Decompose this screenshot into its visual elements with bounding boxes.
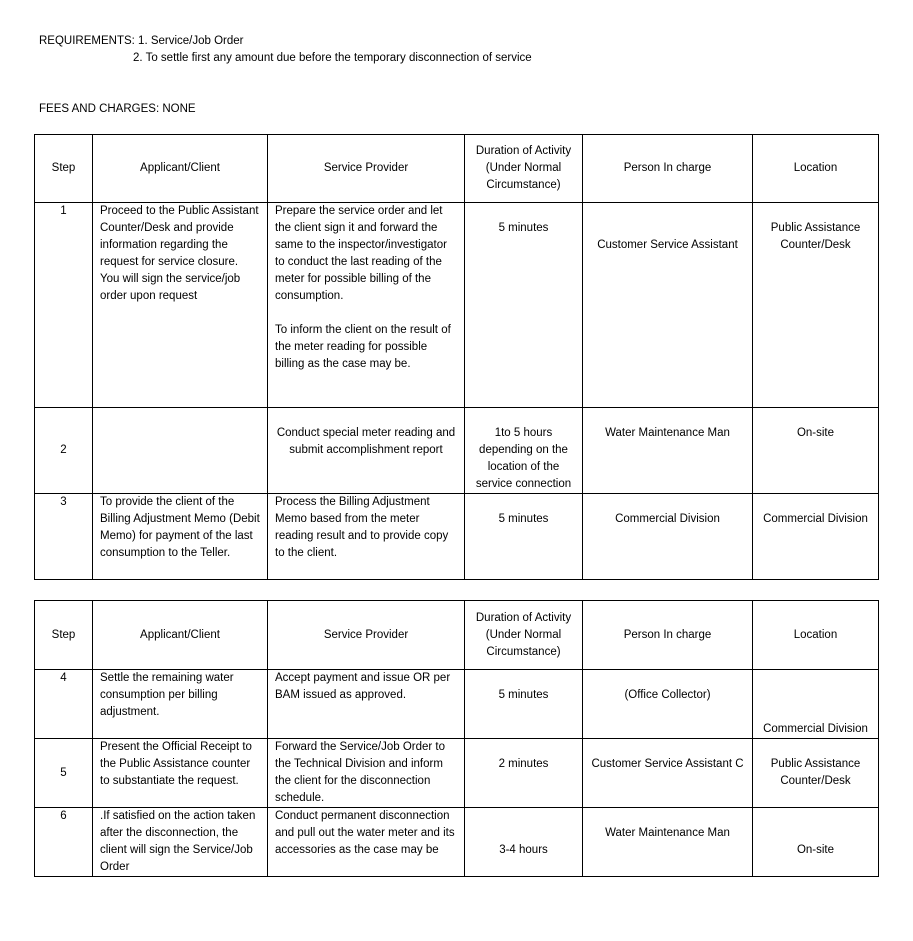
provider-action: Accept payment and issue OR per BAM issued as approved. (268, 670, 465, 739)
table-row (35, 739, 879, 808)
location: On-site (753, 408, 879, 494)
step-number: 3 (35, 494, 93, 580)
requirements (39, 33, 532, 67)
header-location: Location (753, 601, 879, 670)
table-row (35, 408, 879, 494)
header-duration: Duration of Activity (Under Normal Circumstance) (465, 601, 583, 670)
requirement-2: 2. To settle first any amount due before the temporary disconnection of service (133, 52, 532, 64)
person-in-charge: Customer Service Assistant (583, 203, 753, 408)
table-header-row (35, 135, 879, 203)
table-row (35, 808, 879, 877)
duration: 1to 5 hours depending on the location of the service connection (465, 408, 583, 494)
header-location: Location (753, 135, 879, 203)
location: Commercial Division (753, 670, 879, 739)
duration: 5 minutes (465, 494, 583, 580)
location: On-site (753, 808, 879, 877)
header-step: Step (35, 601, 93, 670)
header-applicant: Applicant/Client (93, 601, 268, 670)
header-provider: Service Provider (268, 601, 465, 670)
header-duration: Duration of Activity (Under Normal Circumstance) (465, 135, 583, 203)
step-number: 2 (35, 408, 93, 494)
table-row (35, 670, 879, 739)
provider-action: Process the Billing Adjustment Memo based from the meter reading result and to provide copy to the client. (268, 494, 465, 580)
provider-action: Conduct permanent disconnection and pull out the water meter and its accessories as the case may be (268, 808, 465, 877)
person-in-charge: Water Maintenance Man (583, 808, 753, 877)
table-row (35, 494, 879, 580)
person-in-charge: Commercial Division (583, 494, 753, 580)
header-applicant: Applicant/Client (93, 135, 268, 203)
location: Commercial Division (753, 494, 879, 580)
duration: 3-4 hours (465, 808, 583, 877)
applicant-action: To provide the client of the Billing Adjustment Memo (Debit Memo) for payment of the last consumption to the Teller. (93, 494, 268, 580)
process-table-1 (34, 134, 879, 580)
person-in-charge: Customer Service Assistant C (583, 739, 753, 808)
header-step: Step (35, 135, 93, 203)
applicant-action: .If satisfied on the action taken after the disconnection, the client will sign the Service/Job Order (93, 808, 268, 877)
location: Public Assistance Counter/Desk (753, 203, 879, 408)
requirements-label: REQUIREMENTS: (39, 35, 135, 47)
table-header-row (35, 601, 879, 670)
provider-action (268, 203, 465, 408)
requirements-line1 (39, 33, 532, 50)
provider-action: Forward the Service/Job Order to the Technical Division and inform the client for the disconnection schedule. (268, 739, 465, 808)
table-row (35, 203, 879, 408)
duration: 5 minutes (465, 670, 583, 739)
process-table-2 (34, 600, 879, 877)
person-in-charge: (Office Collector) (583, 670, 753, 739)
applicant-action: Present the Official Receipt to the Public Assistance counter to substantiate the request. (93, 739, 268, 808)
duration: 2 minutes (465, 739, 583, 808)
header-person: Person In charge (583, 601, 753, 670)
step-number: 5 (35, 739, 93, 808)
fees-and-charges: FEES AND CHARGES: NONE (39, 103, 196, 115)
step-number: 4 (35, 670, 93, 739)
provider-action: Conduct special meter reading and submit accomplishment report (268, 408, 465, 494)
duration: 5 minutes (465, 203, 583, 408)
provider-action-part2: To inform the client on the result of the meter reading for possible billing as the case may be. (275, 324, 451, 370)
location: Public Assistance Counter/Desk (753, 739, 879, 808)
applicant-action: Proceed to the Public Assistant Counter/Desk and provide information regarding the request for service closure. You will sign the service/job order upon request (93, 203, 268, 408)
applicant-action (93, 408, 268, 494)
requirement-1: 1. Service/Job Order (138, 35, 244, 47)
person-in-charge: Water Maintenance Man (583, 408, 753, 494)
provider-action-part1: Prepare the service order and let the client sign it and forward the same to the inspector/investigator to conduct the last reading of the meter for possible billing of the consumption. (275, 205, 447, 302)
step-number: 6 (35, 808, 93, 877)
step-number: 1 (35, 203, 93, 408)
header-person: Person In charge (583, 135, 753, 203)
header-provider: Service Provider (268, 135, 465, 203)
applicant-action: Settle the remaining water consumption per billing adjustment. (93, 670, 268, 739)
